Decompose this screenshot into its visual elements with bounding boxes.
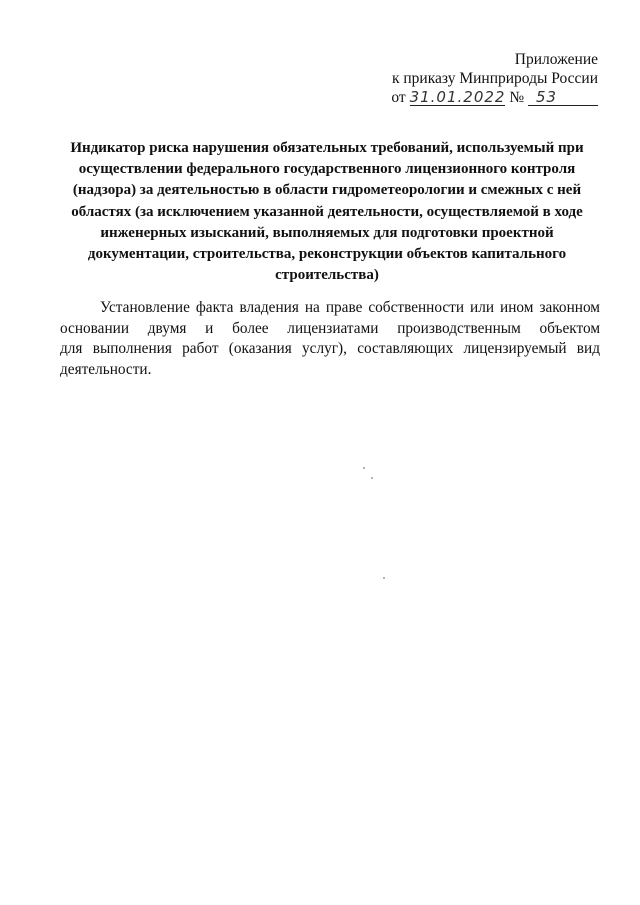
body-line: Установление факта владения на праве собственности или ином законном: [100, 299, 600, 316]
heading-line: Индикатор риска нарушения обязательных требований, используемый при: [70, 140, 584, 156]
appendix-order-date-number: [391, 88, 598, 107]
body-line: для выполнения работ (оказания услуг), составляющих лицензируемый вид: [60, 340, 600, 357]
body-line: основании двумя и более лицензиатами производственным объектом: [60, 319, 600, 337]
order-date-field: [410, 90, 506, 106]
order-number-field: [528, 90, 598, 106]
document-heading: [62, 138, 592, 286]
heading-line: инженерных изысканий, выполняемых для подготовки проектной: [100, 224, 554, 241]
appendix-order-reference: к приказу Минприроды России: [391, 70, 598, 87]
from-prefix: от: [391, 89, 406, 106]
handwritten-date: 31.01.2022: [409, 88, 506, 106]
heading-line: (надзора) за деятельностью в области гидрометеорологии и смежных с ней: [72, 182, 582, 199]
appendix-title: Приложение: [514, 51, 598, 68]
heading-line: областях (за исключением указанной деятельности, осуществляемой в ходе: [71, 203, 583, 220]
heading-line: документации, строительства, реконструкции объектов капитального: [87, 246, 567, 263]
scan-speck: [371, 477, 373, 479]
heading-line: строительства): [275, 267, 379, 284]
handwritten-number: 53: [536, 88, 558, 106]
document-body: [60, 298, 600, 380]
scan-speck: [363, 467, 365, 469]
appendix-header: [391, 50, 598, 107]
heading-line: осуществлении федерального государственного лицензионного контроля: [78, 161, 576, 178]
scan-speck: [383, 577, 385, 579]
number-sign: №: [509, 89, 525, 106]
body-line: деятельности.: [60, 360, 152, 378]
